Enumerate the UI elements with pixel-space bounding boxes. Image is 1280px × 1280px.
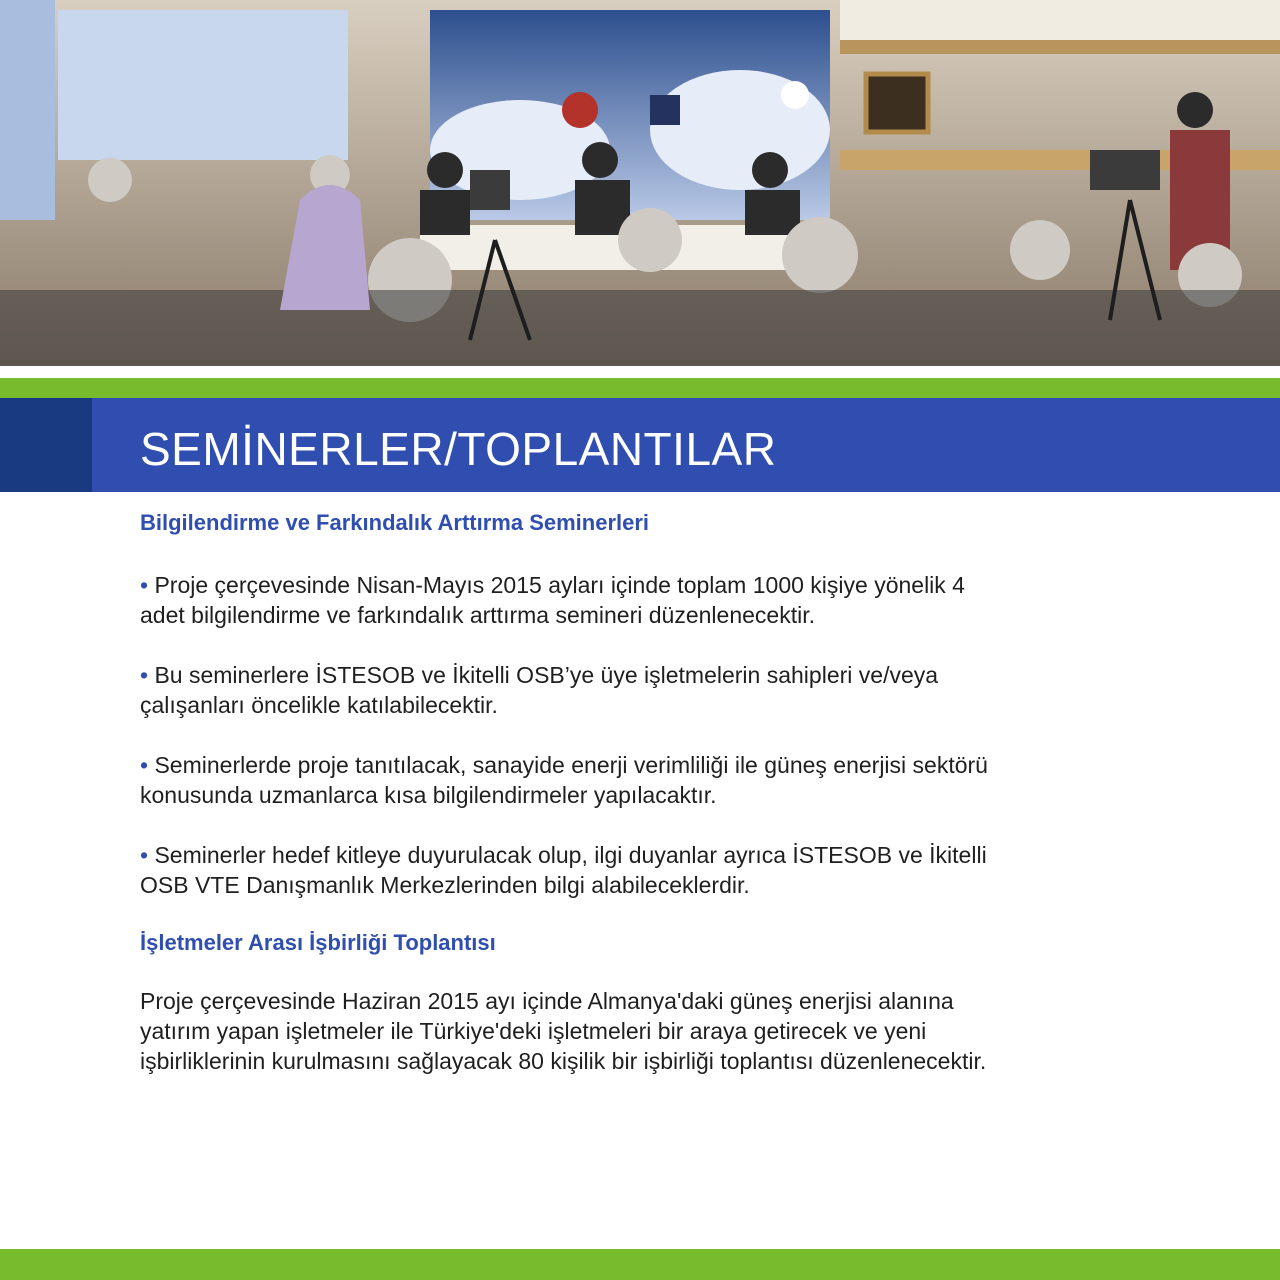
bullet-text: Proje çerçevesinde Nisan-Mayıs 2015 ayları içinde toplam 1000 kişiye yönelik 4 bbox=[154, 572, 965, 598]
title-accent-block bbox=[0, 398, 92, 492]
section2-paragraph bbox=[140, 986, 1185, 1076]
projection-screen bbox=[58, 10, 348, 160]
bullet-text: Seminerlerde proje tanıtılacak, sanayide enerji verimliliği ile güneş enerjisi sektörü bbox=[154, 752, 988, 778]
title-band bbox=[0, 398, 1280, 492]
content bbox=[140, 510, 1200, 1074]
bullet-icon: • bbox=[140, 842, 149, 868]
meeting-photo-illustration bbox=[0, 0, 1280, 366]
paragraph-line: Proje çerçevesinde Haziran 2015 ayı içinde Almanya'daki güneş enerjisi alanına bbox=[140, 988, 954, 1014]
top-green-stripe bbox=[0, 378, 1280, 398]
bullet-text: OSB VTE Danışmanlık Merkezlerinden bilgi alabileceklerdir. bbox=[140, 872, 750, 898]
bullet-text: çalışanları öncelikle katılabilecektir. bbox=[140, 692, 498, 718]
section2-heading: İşletmeler Arası İşbirliği Toplantısı bbox=[140, 930, 496, 955]
bullet-icon: • bbox=[140, 572, 149, 598]
bullet-item bbox=[140, 750, 988, 810]
paragraph-line: yatırım yapan işletmeler ile Türkiye'deki işletmeleri bir araya getirecek ve yeni bbox=[140, 1018, 927, 1044]
bullet-item bbox=[140, 660, 938, 720]
paragraph-line: işbirliklerinin kurulmasını sağlayacak 80 kişilik bir işbirliği toplantısı düzenlenecektir. bbox=[140, 1048, 987, 1074]
bullet-text: Seminerler hedef kitleye duyurulacak olup, ilgi duyanlar ayrıca İSTESOB ve İkitelli bbox=[154, 842, 987, 868]
bullet-item bbox=[140, 840, 987, 900]
bullet-text: adet bilgilendirme ve farkındalık arttırma semineri düzenlenecektir. bbox=[140, 602, 815, 628]
bullet-text: konusunda uzmanlarca kısa bilgilendirmeler yapılacaktır. bbox=[140, 782, 717, 808]
bullet-icon: • bbox=[140, 752, 149, 778]
bullet-icon: • bbox=[140, 662, 149, 688]
bullet-text: Bu seminerlere İSTESOB ve İkitelli OSB’ye üye işletmelerin sahipleri ve/veya bbox=[154, 662, 939, 688]
hero-photo bbox=[0, 0, 1280, 366]
section1-heading: Bilgilendirme ve Farkındalık Arttırma Seminerleri bbox=[140, 510, 650, 535]
page-title: SEMİNERLER/TOPLANTILAR bbox=[140, 423, 777, 475]
bottom-green-stripe bbox=[0, 1249, 1280, 1280]
bullet-item bbox=[140, 570, 965, 630]
